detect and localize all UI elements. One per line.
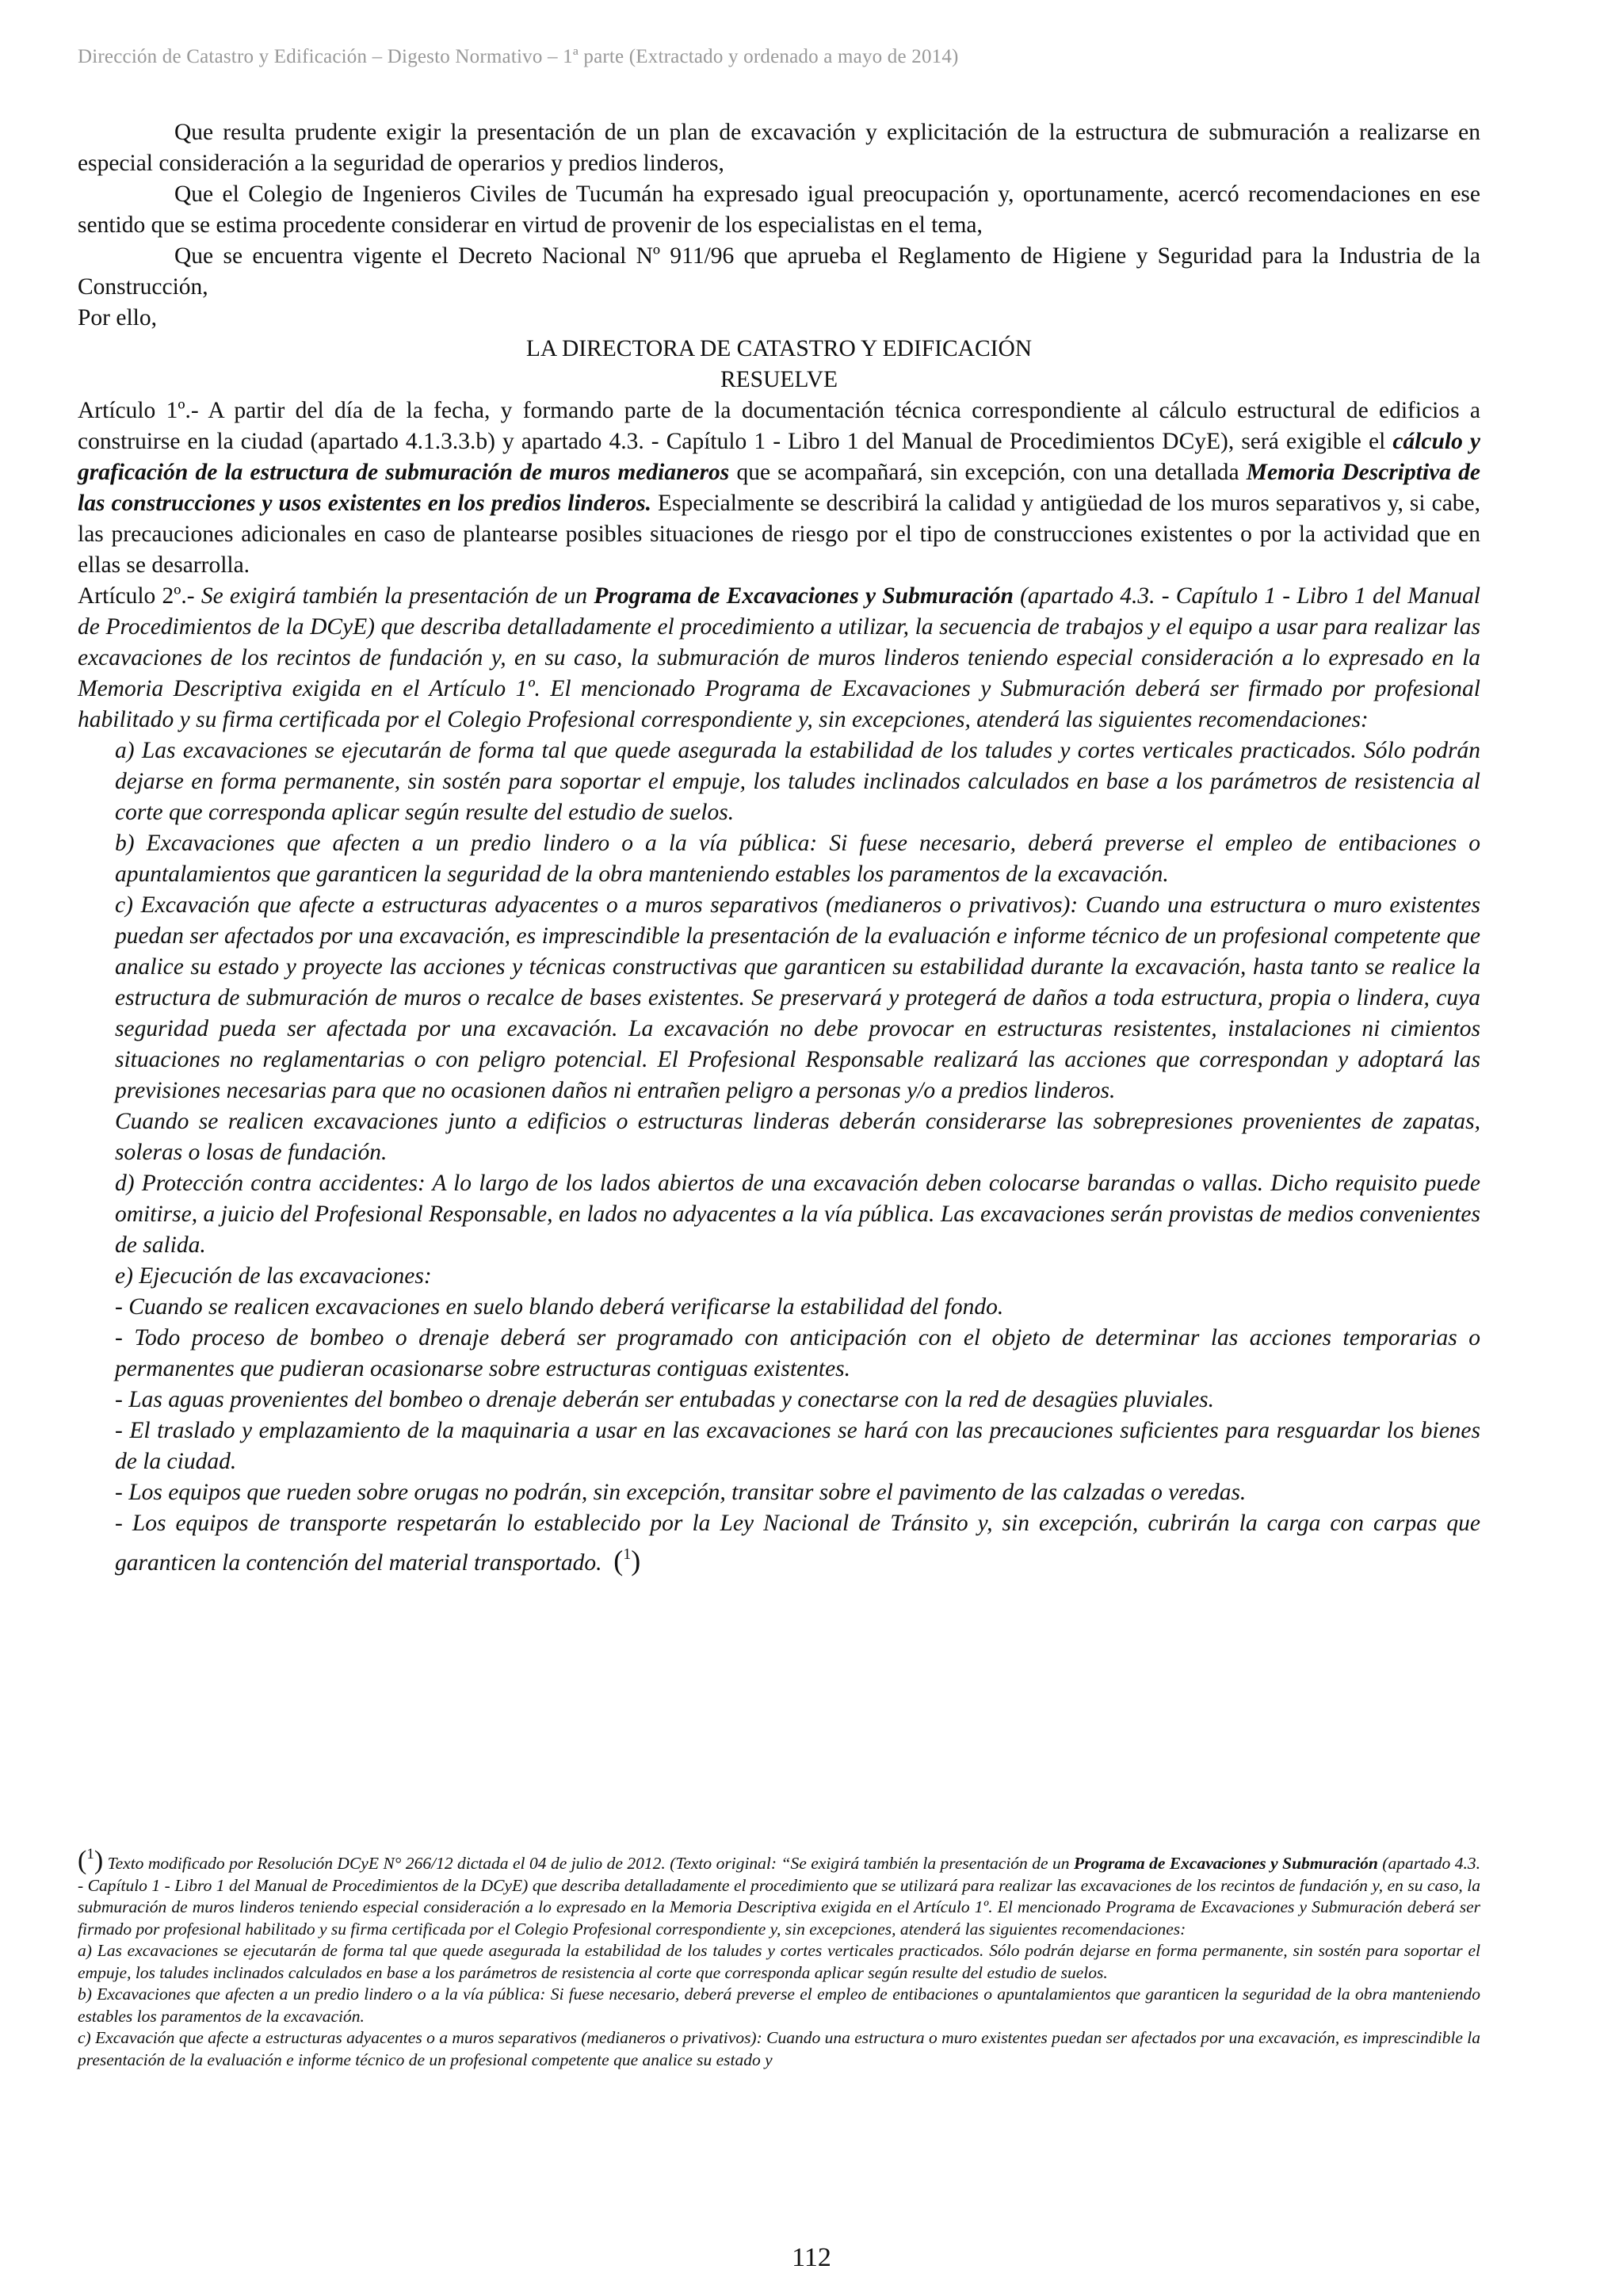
articulo-1-bold-1: cálculo y graficación de la estructura de submuración de muros medianeros bbox=[78, 429, 1480, 485]
main-body bbox=[78, 117, 1480, 1579]
articulo-2-bold-1: Programa de Excavaciones y Submuración bbox=[594, 583, 1014, 609]
articulo-1-label: Artículo 1º.- bbox=[78, 398, 199, 423]
articulo-1-text-b: que se acompañará, sin excepción, con una detallada bbox=[729, 460, 1247, 485]
articulo-1-bold-2: Memoria Descriptiva de las construcciones y usos existentes en los predios linderos. bbox=[78, 460, 1480, 516]
footnote-text-a: Texto modificado por Resolución DCyE N° 266/12 dictada el 04 de julio de 2012. (Texto original: “Se exigirá también la presentación de un bbox=[103, 1854, 1075, 1873]
footnote-item-b: b) Excavaciones que afecten a un predio lindero o a la vía pública: Si fuese necesario, deberá preverse el empleo de entibaciones o apuntalamientos que garanticen la seguridad de la obra manteniendo estables los paramentos de la excavación. bbox=[78, 1985, 1480, 2026]
recommendation-a: a) Las excavaciones se ejecutarán de forma tal que quede asegurada la estabilidad de los taludes y cortes verticales practicados. Sólo podrán dejarse en forma permanente, sin sostén para soportar el empuje, los taludes inclinados calculados en base a los parámetros de resistencia al corte que corresponda aplicar según resulte del estudio de suelos. bbox=[115, 738, 1480, 825]
footnote-item-a: a) Las excavaciones se ejecutarán de forma tal que quede asegurada la estabilidad de los taludes y cortes verticales practicados. Sólo podrán dejarse en forma permanente, sin sostén para soportar el empuje, los taludes inclinados calculados en base a los parámetros de resistencia al corte que corresponda aplicar según resulte del estudio de suelos. bbox=[78, 1941, 1480, 1982]
page-header: Dirección de Catastro y Edificación – Digesto Normativo – 1ª parte (Extractado y ordenado a mayo de 2014) bbox=[78, 46, 959, 67]
footnote-reference-number: 1 bbox=[623, 1545, 632, 1563]
heading-line-2: RESUELVE bbox=[720, 367, 838, 392]
por-ello: Por ello, bbox=[78, 305, 157, 330]
articulo-1-text-a: A partir del día de la fecha, y formando parte de la documentación técnica correspondiente al cálculo estructural de edificios a construirse en la ciudad (apartado 4.1.3.3.b) y apartado 4.3. - Capítulo 1 - Libro 1 del Manual de Procedimientos DCyE), será exigible el bbox=[78, 398, 1481, 454]
recommendation-e-3: - Las aguas provenientes del bombeo o drenaje deberán ser entubadas y conectarse con la red de desagües pluviales. bbox=[115, 1387, 1215, 1412]
recommendation-e: e) Ejecución de las excavaciones: bbox=[115, 1263, 432, 1289]
recommendation-c: c) Excavación que afecte a estructuras adyacentes o a muros separativos (medianeros o privativos): Cuando una estructura o muro existentes puedan ser afectados por una excavación, es imprescindible la presentación de la evaluación e informe técnico de un profesional competente que analice su estado y proyecte las acciones y técnicas constructivas que garanticen su estabilidad durante la excavación, hasta tanto se realice la estructura de submuración de muros o recalce de bases existentes. Se preservará y protegerá de daños a toda estructura, propia o lindera, cuya seguridad pueda ser afectada por una excavación. La excavación no debe provocar en estructuras resistentes, instalaciones ni cimientos situaciones no reglamentarias o con peligro potencial. El Profesional Responsable realizará las acciones que correspondan y adoptará las previsiones necesarias para que no ocasionen daños ni entrañen peligro a personas y/o a predios linderos. bbox=[115, 892, 1480, 1103]
footnote-block bbox=[78, 1843, 1480, 2071]
footnote-reference[interactable]: ($^1$) bbox=[613, 1545, 641, 1576]
recommendation-e-6-text: - Los equipos de transporte respetarán lo establecido por la Ley Nacional de Tránsito y, sin excepción, cubrirán la carga con carpas que garanticen la contención del material transportado. bbox=[115, 1511, 1480, 1576]
recommendation-e-5: - Los equipos que rueden sobre orugas no podrán, sin excepción, transitar sobre el pavimento de las calzadas o veredas. bbox=[115, 1480, 1247, 1505]
considerando-1: Que resulta prudente exigir la presentación de un plan de excavación y explicitación de la estructura de submuración a realizarse en especial consideración a la seguridad de operarios y predios linderos, bbox=[78, 120, 1480, 176]
articulo-1-text-c: Especialmente se describirá la calidad y antigüedad de los muros separativos y, si cabe, las precauciones adicionales en caso de plantearse posibles situaciones de riesgo por el tipo de construcciones existentes o por la actividad que en ellas se desarrolla. bbox=[78, 491, 1480, 578]
articulo-2-label: Artículo 2º.- bbox=[78, 583, 195, 609]
considerando-3: Que se encuentra vigente el Decreto Nacional Nº 911/96 que aprueba el Reglamento de Higiene y Seguridad para la Industria de la Construcción, bbox=[78, 243, 1480, 300]
articulo-2-text-a: Se exigirá también la presentación de un bbox=[194, 583, 594, 609]
footnote-1 bbox=[78, 1843, 1480, 1940]
articulo-2-text-b: (apartado 4.3. - Capítulo 1 - Libro 1 del Manual de Procedimientos de la DCyE) que describa detalladamente el procedimiento a utilizar, la secuencia de trabajos y el equipo a usar para realizar las excavaciones de los recintos de fundación y, en su caso, la submuración de muros linderos teniendo especial consideración a lo expresado en la Memoria Descriptiva exigida en el Artículo 1º. El mencionado Programa de Excavaciones y Submuración deberá ser firmado por profesional habilitado y su firma certificada por el Colegio Profesional correspondiente y, sin excepciones, atenderá las siguientes recomendaciones: bbox=[78, 583, 1480, 732]
footnote-item-c: c) Excavación que afecte a estructuras adyacentes o a muros separativos (medianeros o privativos): Cuando una estructura o muro existentes puedan ser afectados por una excavación, es imprescindible la presentación de la evaluación e informe técnico de un profesional competente que analice su estado y bbox=[78, 2028, 1480, 2069]
recommendation-e-2: - Todo proceso de bombeo o drenaje deberá ser programado con anticipación con el objeto de determinar las acciones temporarias o permanentes que pudieran ocasionarse sobre estructuras contiguas existentes. bbox=[115, 1325, 1480, 1381]
recommendation-e-6 bbox=[115, 1508, 1480, 1579]
articulo-2-recommendations bbox=[78, 735, 1480, 1579]
articulo-1 bbox=[78, 395, 1480, 581]
recommendation-c-note: Cuando se realicen excavaciones junto a edificios o estructuras linderas deberán considerarse las sobrepresiones provenientes de zapatas, soleras o losas de fundación. bbox=[115, 1109, 1480, 1165]
recommendation-d: d) Protección contra accidentes: A lo largo de los lados abiertos de una excavación deben colocarse barandas o vallas. Dicho requisito puede omitirse, a juicio del Profesional Responsable, en lados no adyacentes a la vía pública. Las excavaciones serán provistas de medios convenientes de salida. bbox=[115, 1171, 1480, 1258]
articulo-2 bbox=[78, 581, 1480, 735]
footnote-mark-number: 1 bbox=[86, 1846, 94, 1862]
footnote-bold-1: Programa de Excavaciones y Submuración bbox=[1074, 1854, 1378, 1873]
footnote-text-b: (apartado 4.3. - Capítulo 1 - Libro 1 del Manual de Procedimientos de la DCyE) que describa detalladamente el procedimiento que se utilizará para realizar las excavaciones de los recintos de fundación y, en su caso, la submuración de muros linderos teniendo especial consideración a lo expresado en la Memoria Descriptiva exigida en el Artículo 1º. El mencionado Programa de Excavaciones y Submuración deberá ser firmado por profesional habilitado y su firma certificada por el Colegio Profesional correspondiente y, sin excepciones, atenderá las siguientes recomendaciones: bbox=[78, 1854, 1480, 1939]
heading-line-1: LA DIRECTORA DE CATASTRO Y EDIFICACIÓN bbox=[525, 336, 1033, 361]
recommendation-b: b) Excavaciones que afecten a un predio lindero o a la vía pública: Si fuese necesario, deberá preverse el empleo de entibaciones o apuntalamientos que garanticen la seguridad de la obra manteniendo estables los paramentos de la excavación. bbox=[115, 831, 1480, 887]
considerando-2: Que el Colegio de Ingenieros Civiles de Tucumán ha expresado igual preocupación y, oportunamente, acercó recomendaciones en ese sentido que se estima procedente considerar en virtud de provenir de los especialistas en el tema, bbox=[78, 181, 1480, 238]
recommendation-e-1: - Cuando se realicen excavaciones en suelo blando deberá verificarse la estabilidad del fondo. bbox=[115, 1294, 1004, 1320]
recommendation-e-4: - El traslado y emplazamiento de la maquinaria a usar en las excavaciones se hará con las precauciones suficientes para resguardar los bienes de la ciudad. bbox=[115, 1418, 1480, 1474]
page-number: 112 bbox=[792, 2243, 831, 2272]
footnote-mark: ($^1$) bbox=[78, 1846, 104, 1875]
